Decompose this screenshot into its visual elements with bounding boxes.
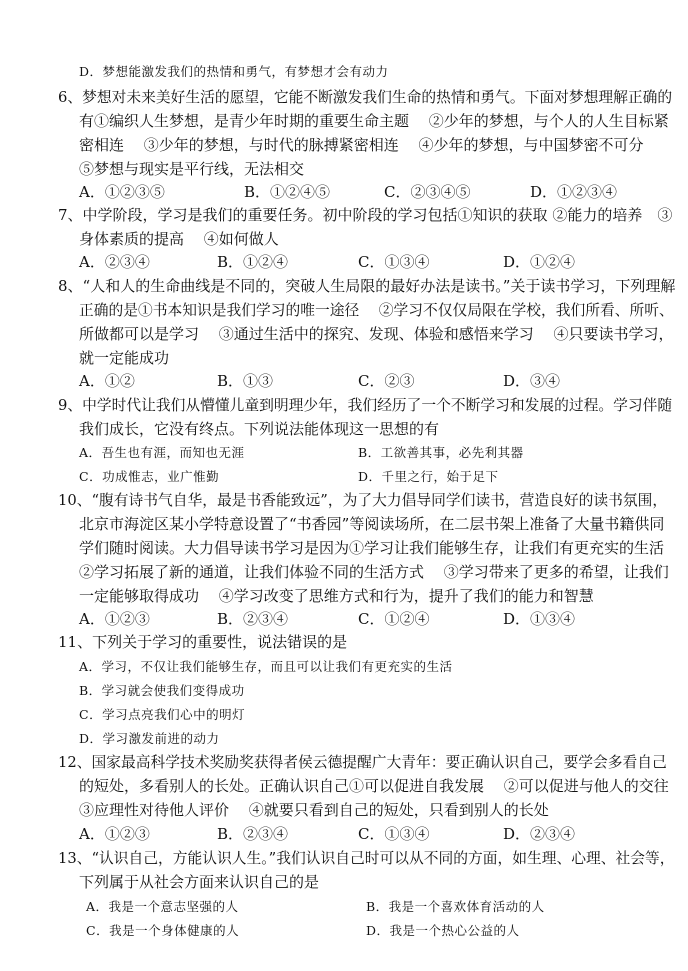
q13-stem-line-1: 13、“认识自己，方能认识人生。”我们认识自己时可以从不同的方面，如生理、心理、社会等，: [58, 850, 675, 867]
q6-option-b: B．①②④⑤: [244, 183, 331, 201]
q9-stem-line-1: 9、中学时代让我们从懵懂儿童到明理少年，我们经历了一个不断学习和发展的过程。学习伴随: [58, 397, 673, 414]
q11-option-c: C．学习点亮我们心中的明灯: [79, 707, 246, 722]
q7-option-c: C．①③④: [358, 253, 430, 271]
q6-option-c: C．②③④⑤: [384, 183, 471, 201]
q8-stem-line-2: 正确的是①书本知识是我们学习的唯一途径 ②学习不仅仅局限在学校，我们所看、所听、: [79, 302, 674, 319]
q10-stem-line-4: ②学习拓展了新的通道，让我们体验不同的生活方式 ③学习带来了更多的希望，让我们: [79, 563, 669, 581]
q9-option-a: A．吾生也有涯，而知也无涯: [79, 445, 245, 460]
q10-stem-line-3: 学们随时阅读。大力倡导读书学习是因为①学习让我们能够生存，让我们有更充实的生活: [79, 539, 665, 557]
q6-option-a: A．①②③⑤: [79, 183, 165, 201]
q11-option-d: D．学习激发前进的动力: [79, 731, 220, 746]
q10-option-b: B．②③④: [217, 610, 289, 628]
q10-option-d: D．①③④: [503, 610, 576, 628]
q12-option-a: A．①②③: [79, 825, 150, 843]
q12-stem-line-1: 12、国家最高科学技术奖励奖获得者侯云德提醒广大青年：要正确认识自己，要学会多看自己: [58, 754, 667, 771]
q13-option-a: A．我是一个意志坚强的人: [86, 899, 239, 914]
q9-stem-line-2: 我们成长，它没有终点。下列说法能体现这一思想的有: [79, 420, 440, 438]
q8-option-c: C．②③: [358, 372, 415, 390]
q6-stem-line-1: 6、梦想对未来美好生活的愿望，它能不断激发我们生命的热情和勇气。下面对梦想理解正确的: [58, 89, 673, 106]
q8-option-a: A．①②: [79, 372, 135, 390]
q12-option-d: D．②③④: [503, 825, 576, 843]
q8-option-b: B．①③: [217, 372, 274, 390]
q13-stem-line-2: 下列属于从社会方面来认识自己的是: [79, 873, 320, 891]
q11-option-b: B．学习就会使我们变得成功: [79, 683, 245, 698]
q8-stem-line-3: 所做都可以是学习 ③通过生活中的探究、发现、体验和感悟来学习 ④只要读书学习，: [79, 325, 674, 343]
q12-stem-line-3: ③应理性对待他人评价 ④就要只看到自己的短处，只看到别人的长处: [79, 801, 549, 819]
q6-stem-line-4: ⑤梦想与现实是平行线，无法相交: [79, 160, 305, 178]
q7-option-d: D．①②④: [503, 253, 576, 271]
q10-stem-line-1: 10、“腹有诗书气自华，最是书香能致远”，为了大力倡导同学们读书，营造良好的读书氛围，: [58, 492, 668, 509]
q6-stem-line-3: 密相连 ③少年的梦想，与时代的脉搏紧密相连 ④少年的梦想，与中国梦密不可分: [79, 136, 644, 154]
q10-option-a: A．①②③: [79, 610, 150, 628]
q7-stem-line-2: 身体素质的提高 ④如何做人: [79, 230, 279, 248]
q12-option-c: C．①③④: [358, 825, 430, 843]
q6-option-d: D．①②③④: [530, 183, 618, 201]
q9-option-d: D．千里之行，始于足下: [358, 469, 499, 484]
q7-option-b: B．①②④: [217, 253, 289, 271]
q9-option-b: B．工欲善其事，必先利其器: [358, 445, 524, 460]
q10-stem-line-5: 一定能够取得成功 ④学习改变了思维方式和行为，提升了我们的能力和智慧: [79, 587, 594, 605]
q5-option-d: D．梦想能激发我们的热情和勇气，有梦想才会有动力: [79, 64, 389, 79]
q8-stem-line-1: 8、“人和人的生命曲线是不同的，突破人生局限的最好办法是读书。”关于读书学习，下列理解: [58, 277, 676, 295]
q12-option-b: B．②③④: [217, 825, 289, 843]
q11-option-a: A．学习，不仅让我们能够生存，而且可以让我们有更充实的生活: [79, 659, 453, 674]
q13-option-d: D．我是一个热心公益的人: [366, 923, 520, 938]
q7-stem-line-1: 7、中学阶段，学习是我们的重要任务。初中阶段的学习包括①知识的获取 ②能力的培养 ③: [58, 206, 673, 224]
q11-stem-line-1: 11、下列关于学习的重要性，说法错误的是: [58, 633, 348, 651]
q8-option-d: D．③④: [503, 372, 561, 390]
q13-option-c: C．我是一个身体健康的人: [86, 923, 240, 938]
q10-option-c: C．①②④: [358, 610, 430, 628]
q12-stem-line-2: 的短处，多看别人的长处。正确认识自己①可以促进自我发展 ②可以促进与他人的交往: [79, 777, 669, 795]
q7-option-a: A．②③④: [79, 253, 150, 271]
q13-option-b: B．我是一个喜欢体育活动的人: [366, 899, 545, 914]
q6-stem-line-2: 有①编织人生梦想，是青少年时期的重要生命主题 ②少年的梦想，与个人的人生目标紧: [79, 112, 669, 130]
q9-option-c: C．功成惟志，业广惟勤: [79, 469, 220, 484]
q8-stem-line-4: 就一定能成功: [79, 349, 170, 367]
q10-stem-line-2: 北京市海淀区某小学特意设置了“书香园”等阅读场所，在二层书架上准备了大量书籍供同: [79, 515, 665, 533]
